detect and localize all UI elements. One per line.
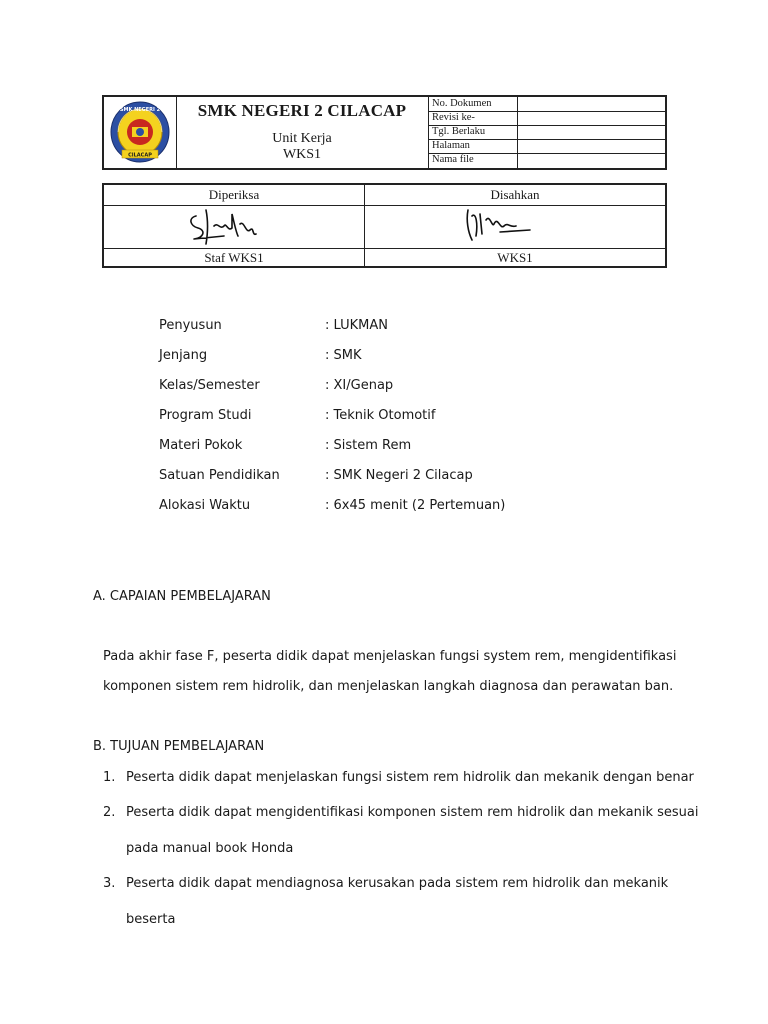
- logo-cell: [104, 97, 177, 168]
- approval-table: [102, 183, 667, 268]
- identity-value: : Teknik Otomotif: [325, 408, 436, 423]
- paragraph-line: Pada akhir fase F, peserta didik dapat menjelaskan fungsi system rem, mengidentifikasi: [103, 649, 677, 664]
- identity-value: : SMK Negeri 2 Cilacap: [325, 468, 473, 483]
- identity-value: : SMK: [325, 348, 362, 363]
- list-item-number: 1.: [103, 770, 116, 785]
- school-name: SMK NEGERI 2 CILACAP: [197, 101, 407, 120]
- document-info-grid: [428, 97, 667, 168]
- identity-label: Satuan Pendidikan: [159, 468, 280, 483]
- doc-row-value: [518, 111, 667, 125]
- doc-row: [428, 125, 667, 140]
- unit-name: WKS1: [282, 147, 322, 162]
- list-item-text: Peserta didik dapat menjelaskan fungsi sistem rem hidrolik dan mekanik dengan benar: [126, 770, 694, 785]
- list-item-number: 3.: [103, 876, 116, 891]
- unit-kerja-label: Unit Kerja: [272, 131, 332, 146]
- identity-label: Program Studi: [159, 408, 252, 423]
- approval-header-approved: Disahkan: [365, 185, 665, 206]
- identity-label: Alokasi Waktu: [159, 498, 251, 513]
- signature-area-approved: [365, 206, 665, 249]
- identity-label: Kelas/Semester: [159, 378, 260, 393]
- list-item-text: pada manual book Honda: [126, 841, 294, 856]
- identity-label: Penyusun: [159, 318, 222, 333]
- school-cell: [176, 97, 429, 168]
- identity-value: : 6x45 menit (2 Pertemuan): [325, 498, 506, 513]
- doc-row-value: [518, 97, 667, 111]
- identity-value: : LUKMAN: [325, 318, 388, 333]
- identity-value: : XI/Genap: [325, 378, 394, 393]
- doc-row-label: Halaman: [428, 139, 518, 153]
- approval-column-approved: [365, 185, 665, 266]
- paragraph-line: komponen sistem rem hidrolik, dan menjelaskan langkah diagnosa dan perawatan ban.: [103, 679, 674, 694]
- logo-text-bottom: CILACAP: [128, 152, 152, 159]
- doc-row: [428, 139, 667, 154]
- approval-footer-approved: WKS1: [497, 250, 533, 265]
- doc-row: [428, 111, 667, 126]
- list-item-number: 2.: [103, 805, 116, 820]
- signature-image: [460, 206, 540, 248]
- doc-row: [428, 153, 667, 168]
- doc-row: [428, 97, 667, 112]
- doc-row-value: [518, 139, 667, 153]
- doc-row-value: [518, 153, 667, 167]
- identity-label: Jenjang: [159, 348, 208, 363]
- school-logo: [110, 101, 170, 163]
- signature-area-checked: [104, 206, 364, 249]
- list-item-text: Peserta didik dapat mengidentifikasi komponen sistem rem hidrolik dan mekanik sesuai: [126, 805, 699, 820]
- doc-row-label: Tgl. Berlaku: [428, 125, 518, 139]
- identity-label: Materi Pokok: [159, 438, 243, 453]
- header-table: [102, 95, 667, 170]
- section-heading-a: A. CAPAIAN PEMBELAJARAN: [93, 589, 271, 604]
- doc-row-label: Nama file: [428, 153, 518, 168]
- approval-footer-checked: Staf WKS1: [204, 250, 264, 265]
- doc-row-label: Revisi ke-: [428, 111, 518, 125]
- approval-header-checked: Diperiksa: [104, 185, 364, 206]
- identity-value: : Sistem Rem: [325, 438, 412, 453]
- list-item-text: beserta: [126, 912, 176, 927]
- signature-image: [184, 206, 274, 248]
- logo-text-top: SMK NEGERI 2: [119, 107, 161, 113]
- doc-row-value: [518, 125, 667, 139]
- doc-row-label: No. Dokumen: [428, 97, 518, 111]
- section-heading-b: B. TUJUAN PEMBELAJARAN: [93, 739, 265, 754]
- approval-column-checked: [104, 185, 365, 266]
- list-item-text: Peserta didik dapat mendiagnosa kerusakan pada sistem rem hidrolik dan mekanik: [126, 876, 669, 891]
